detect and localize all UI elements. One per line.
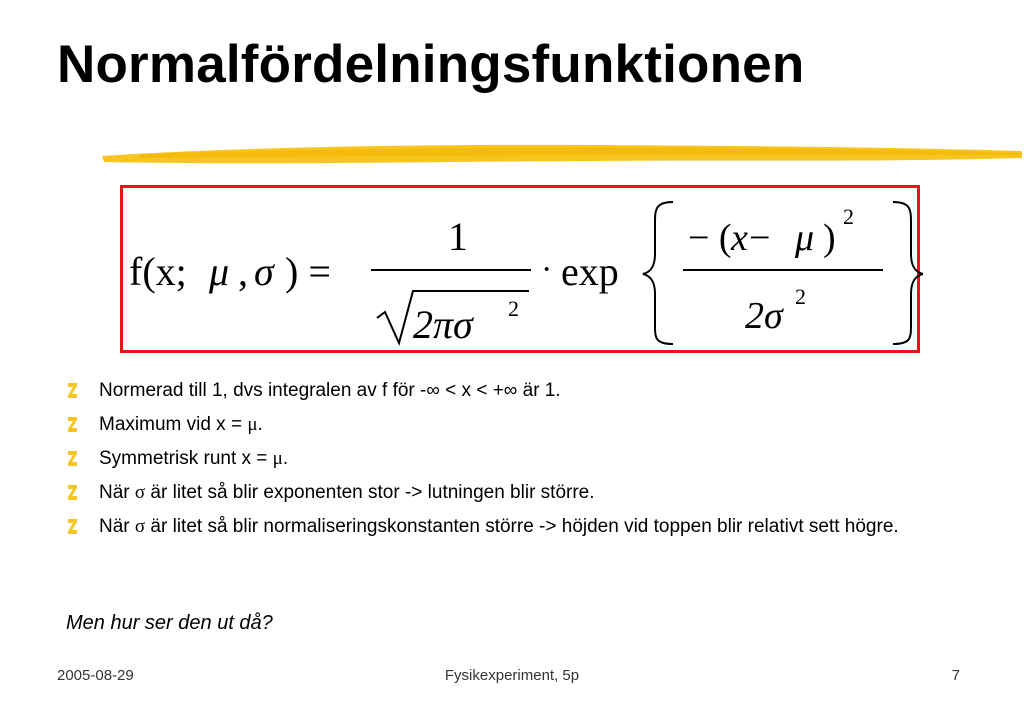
formula-numerator: 1 bbox=[448, 214, 468, 259]
formula-mu: μ bbox=[209, 249, 230, 294]
formula-exp: exp bbox=[561, 249, 619, 294]
bullet-text-end: . bbox=[282, 448, 289, 469]
bullet-text: Maximum vid x = bbox=[99, 414, 248, 435]
inner-numerator-start: − ( bbox=[688, 217, 732, 259]
bullet-greek: μ bbox=[272, 448, 283, 469]
bullet-text: När bbox=[99, 516, 135, 537]
bullet-greek: σ bbox=[134, 482, 146, 503]
formula-dot: · bbox=[541, 251, 553, 288]
bullet-greek: μ bbox=[247, 414, 258, 435]
bullet-z-icon bbox=[68, 383, 77, 398]
bullet-item bbox=[66, 480, 966, 505]
formula-sqrt-exponent: 2 bbox=[508, 296, 519, 321]
bullet-z-icon bbox=[68, 451, 77, 466]
inner-numerator-exponent: 2 bbox=[843, 204, 854, 229]
bullet-z-icon bbox=[68, 485, 77, 500]
inner-mu: μ bbox=[795, 217, 815, 259]
formula-lhs: f(x; bbox=[129, 249, 187, 294]
bullet-item bbox=[66, 514, 966, 539]
inner-close-paren: ) bbox=[823, 217, 836, 259]
bullet-text-end: är litet så blir exponenten stor -> lutningen blir större. bbox=[145, 482, 595, 503]
bullet-z-icon bbox=[68, 417, 77, 432]
left-brace bbox=[643, 202, 673, 344]
closing-question: Men hur ser den ut då? bbox=[66, 612, 273, 634]
right-brace bbox=[893, 202, 923, 344]
formula-sqrt-body: 2πσ bbox=[413, 302, 473, 347]
footer-page-number: 7 bbox=[951, 667, 960, 684]
bullet-item bbox=[66, 378, 966, 403]
formula-comma: , bbox=[238, 249, 248, 294]
slide-title: Normalfördelningsfunktionen bbox=[57, 35, 805, 94]
bullet-z-icon bbox=[68, 519, 77, 534]
bullet-text: Normerad till 1, dvs integralen av f för -∞ < x < +∞ är 1. bbox=[99, 380, 561, 401]
formula-box bbox=[120, 185, 920, 353]
formula-equals: ) = bbox=[285, 249, 331, 294]
bullet-text: När bbox=[99, 482, 135, 503]
bullet-item bbox=[66, 446, 966, 471]
inner-denominator: 2σ bbox=[745, 295, 783, 337]
footer-date: 2005-08-29 bbox=[57, 667, 134, 684]
bullet-list bbox=[66, 378, 966, 548]
footer-course: Fysikexperiment, 5p bbox=[444, 667, 580, 684]
bullet-greek: σ bbox=[134, 516, 146, 537]
inner-minus: − bbox=[749, 217, 771, 259]
inner-x: x bbox=[731, 217, 748, 259]
inner-denominator-exponent: 2 bbox=[795, 284, 806, 309]
normal-distribution-formula bbox=[123, 188, 923, 356]
bullet-text-end: är litet så blir normaliseringskonstanten större -> höjden vid toppen blir relativt sett högre. bbox=[145, 516, 899, 537]
bullet-text-end: . bbox=[257, 414, 263, 435]
bullet-text: Symmetrisk runt x = bbox=[99, 448, 273, 469]
formula-sigma: σ bbox=[254, 249, 274, 294]
title-underline-stroke bbox=[100, 138, 1024, 170]
bullet-item bbox=[66, 412, 966, 437]
